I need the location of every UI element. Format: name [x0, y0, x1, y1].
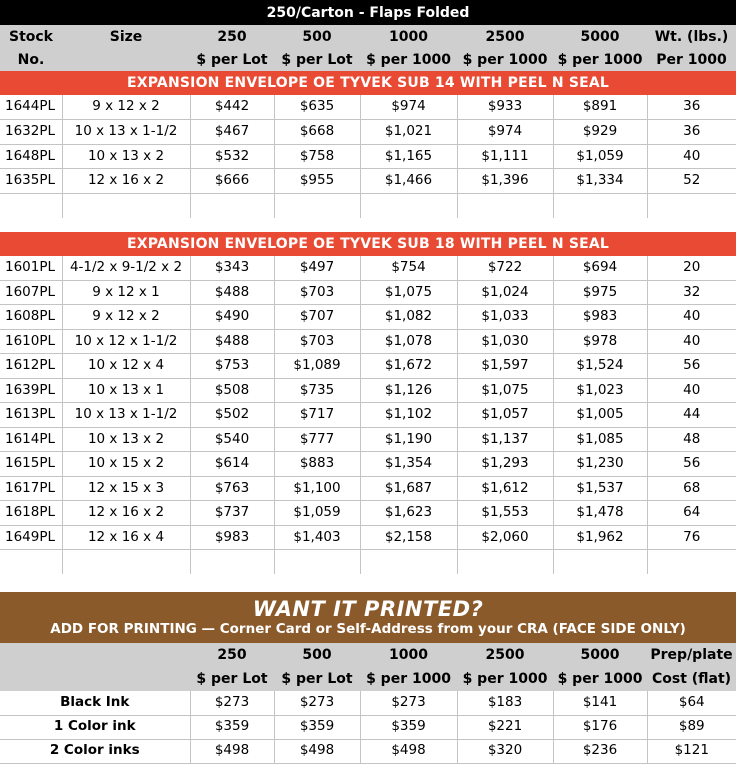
- price-cell: $758: [274, 144, 360, 169]
- price-cell: $974: [360, 95, 457, 120]
- table-row: [0, 120, 736, 145]
- price-cell: 44: [647, 403, 736, 428]
- price-cell: $614: [190, 452, 274, 477]
- column-header-cell: Stock: [0, 25, 62, 48]
- printing-price-cell: $359: [274, 715, 360, 739]
- price-cell: $1,100: [274, 476, 360, 501]
- ink-option-label: 1 Color ink: [0, 715, 190, 739]
- price-cell: $978: [553, 329, 647, 354]
- printing-subtitle-row: [0, 622, 736, 643]
- price-cell: $754: [360, 256, 457, 281]
- column-header-cell: $ per Lot: [190, 48, 274, 71]
- price-cell: $1,962: [553, 525, 647, 550]
- price-cell: $983: [190, 525, 274, 550]
- price-cell: $983: [553, 305, 647, 330]
- printing-price-cell: $498: [274, 739, 360, 763]
- price-cell: 40: [647, 378, 736, 403]
- blank-row: [0, 193, 736, 218]
- price-cell: $1,396: [457, 169, 553, 194]
- stock-number: 1608PL: [0, 305, 62, 330]
- price-cell: $2,158: [360, 525, 457, 550]
- price-cell: $2,060: [457, 525, 553, 550]
- price-cell: 40: [647, 329, 736, 354]
- table-row: [0, 403, 736, 428]
- column-header-cell: Size: [62, 25, 190, 48]
- price-cell: $1,075: [360, 280, 457, 305]
- price-cell: $1,082: [360, 305, 457, 330]
- price-cell: $1,024: [457, 280, 553, 305]
- price-cell: $488: [190, 280, 274, 305]
- blank-cell: [360, 550, 457, 575]
- printing-subtitle: ADD FOR PRINTING — Corner Card or Self-Address from your CRA (FACE SIDE ONLY): [0, 622, 736, 643]
- price-cell: 40: [647, 305, 736, 330]
- ink-option-label: 2 Color inks: [0, 739, 190, 763]
- column-header-cell: Per 1000: [647, 48, 736, 71]
- size-cell: 10 x 12 x 4: [62, 354, 190, 379]
- printing-price-cell: $359: [190, 715, 274, 739]
- price-cell: $1,137: [457, 427, 553, 452]
- price-cell: $703: [274, 329, 360, 354]
- printing-price-cell: $359: [360, 715, 457, 739]
- size-cell: 12 x 16 x 2: [62, 169, 190, 194]
- size-cell: 9 x 12 x 2: [62, 95, 190, 120]
- column-header-cell: 500: [274, 25, 360, 48]
- stock-number: 1612PL: [0, 354, 62, 379]
- price-cell: 32: [647, 280, 736, 305]
- printing-price-cell: $121: [647, 739, 736, 763]
- table-row: [0, 144, 736, 169]
- printing-header_row1: [0, 643, 736, 667]
- column-header-row1: [0, 25, 736, 48]
- price-cell: $1,612: [457, 476, 553, 501]
- price-cell: $929: [553, 120, 647, 145]
- printing-header-cell: $ per 1000: [360, 667, 457, 691]
- size-cell: 12 x 16 x 2: [62, 501, 190, 526]
- column-header-cell: $ per 1000: [360, 48, 457, 71]
- printing-header-cell: 250: [190, 643, 274, 667]
- price-cell: $497: [274, 256, 360, 281]
- printing-header-cell: 5000: [553, 643, 647, 667]
- column-header-cell: No.: [0, 48, 62, 71]
- price-cell: $1,057: [457, 403, 553, 428]
- blank-cell: [457, 550, 553, 575]
- printing-price-cell: $498: [190, 739, 274, 763]
- size-cell: 10 x 13 x 1-1/2: [62, 403, 190, 428]
- price-cell: $955: [274, 169, 360, 194]
- column-header-cell: 1000: [360, 25, 457, 48]
- section-title: EXPANSION ENVELOPE OE TYVEK SUB 18 WITH PEEL N SEAL: [0, 232, 736, 256]
- table-row: [0, 476, 736, 501]
- price-cell: $1,021: [360, 120, 457, 145]
- column-header-cell: 250: [190, 25, 274, 48]
- column-header-cell: [62, 48, 190, 71]
- price-cell: $1,023: [553, 378, 647, 403]
- blank-cell: [647, 550, 736, 575]
- size-cell: 10 x 13 x 2: [62, 427, 190, 452]
- blank-cell: [553, 550, 647, 575]
- price-cell: $1,623: [360, 501, 457, 526]
- table-row: [0, 95, 736, 120]
- price-cell: $1,059: [553, 144, 647, 169]
- price-cell: 40: [647, 144, 736, 169]
- size-cell: 9 x 12 x 1: [62, 280, 190, 305]
- blank-cell: [553, 193, 647, 218]
- stock-number: 1613PL: [0, 403, 62, 428]
- blank-cell: [274, 550, 360, 575]
- price-cell: $707: [274, 305, 360, 330]
- printing-header-cell: 500: [274, 643, 360, 667]
- price-cell: $1,478: [553, 501, 647, 526]
- size-cell: 4-1/2 x 9-1/2 x 2: [62, 256, 190, 281]
- price-cell: $722: [457, 256, 553, 281]
- ink-option-label: Black Ink: [0, 691, 190, 715]
- printing-title: WANT IT PRINTED?: [0, 592, 736, 622]
- price-cell: $1,230: [553, 452, 647, 477]
- carton-title: 250/Carton - Flaps Folded: [0, 0, 736, 25]
- size-cell: 12 x 15 x 3: [62, 476, 190, 501]
- column-header-row2: [0, 48, 736, 71]
- table-row: [0, 427, 736, 452]
- table-row: [0, 501, 736, 526]
- column-header-cell: 2500: [457, 25, 553, 48]
- printing-header-cell: $ per Lot: [190, 667, 274, 691]
- printing-header-empty: [0, 643, 190, 667]
- price-cell: $1,078: [360, 329, 457, 354]
- price-cell: $777: [274, 427, 360, 452]
- printing-header-cell: $ per 1000: [553, 667, 647, 691]
- price-cell: $1,059: [274, 501, 360, 526]
- stock-number: 1607PL: [0, 280, 62, 305]
- price-cell: $1,030: [457, 329, 553, 354]
- price-cell: $442: [190, 95, 274, 120]
- price-cell: 48: [647, 427, 736, 452]
- price-cell: $1,033: [457, 305, 553, 330]
- price-cell: $883: [274, 452, 360, 477]
- printing-price-cell: $273: [190, 691, 274, 715]
- price-cell: $1,354: [360, 452, 457, 477]
- price-cell: $974: [457, 120, 553, 145]
- printing-header_row2: [0, 667, 736, 691]
- price-cell: $343: [190, 256, 274, 281]
- printing-header-empty: [0, 667, 190, 691]
- price-cell: $1,005: [553, 403, 647, 428]
- price-cell: $1,089: [274, 354, 360, 379]
- price-cell: $1,466: [360, 169, 457, 194]
- price-cell: 20: [647, 256, 736, 281]
- printing-price-cell: $320: [457, 739, 553, 763]
- printing-price-cell: $236: [553, 739, 647, 763]
- price-cell: $717: [274, 403, 360, 428]
- price-cell: $737: [190, 501, 274, 526]
- stock-number: 1649PL: [0, 525, 62, 550]
- price-cell: $753: [190, 354, 274, 379]
- section-title-row: [0, 71, 736, 95]
- printing-header-cell: $ per Lot: [274, 667, 360, 691]
- printing-price-cell: $64: [647, 691, 736, 715]
- printing-price-cell: $89: [647, 715, 736, 739]
- section-title: EXPANSION ENVELOPE OE TYVEK SUB 14 WITH PEEL N SEAL: [0, 71, 736, 95]
- price-cell: $1,597: [457, 354, 553, 379]
- blank-cell: [0, 550, 62, 575]
- price-cell: $1,111: [457, 144, 553, 169]
- price-cell: $1,085: [553, 427, 647, 452]
- printing-price-cell: $498: [360, 739, 457, 763]
- price-cell: 76: [647, 525, 736, 550]
- stock-number: 1632PL: [0, 120, 62, 145]
- price-cell: $1,165: [360, 144, 457, 169]
- column-header-cell: $ per 1000: [457, 48, 553, 71]
- price-cell: 36: [647, 95, 736, 120]
- stock-number: 1644PL: [0, 95, 62, 120]
- price-cell: $467: [190, 120, 274, 145]
- price-cell: $1,537: [553, 476, 647, 501]
- price-cell: $1,403: [274, 525, 360, 550]
- price-cell: $666: [190, 169, 274, 194]
- price-cell: 64: [647, 501, 736, 526]
- price-cell: $508: [190, 378, 274, 403]
- table-row: [0, 305, 736, 330]
- price-cell: $502: [190, 403, 274, 428]
- size-cell: 9 x 12 x 2: [62, 305, 190, 330]
- stock-number: 1615PL: [0, 452, 62, 477]
- price-cell: 56: [647, 452, 736, 477]
- blank-cell: [360, 193, 457, 218]
- blank-cell: [62, 193, 190, 218]
- price-cell: $540: [190, 427, 274, 452]
- price-cell: 56: [647, 354, 736, 379]
- price-cell: $735: [274, 378, 360, 403]
- column-header-cell: $ per 1000: [553, 48, 647, 71]
- table-row: [0, 280, 736, 305]
- price-cell: $694: [553, 256, 647, 281]
- printing-row: [0, 691, 736, 715]
- stock-number: 1635PL: [0, 169, 62, 194]
- price-cell: 52: [647, 169, 736, 194]
- price-cell: $488: [190, 329, 274, 354]
- price-cell: 68: [647, 476, 736, 501]
- column-header-cell: Wt. (lbs.): [647, 25, 736, 48]
- price-cell: $532: [190, 144, 274, 169]
- table-row: [0, 525, 736, 550]
- printing-header-cell: $ per 1000: [457, 667, 553, 691]
- printing-price-cell: $176: [553, 715, 647, 739]
- price-cell: $1,293: [457, 452, 553, 477]
- table-row: [0, 169, 736, 194]
- price-cell: $668: [274, 120, 360, 145]
- printing-header-cell: 2500: [457, 643, 553, 667]
- price-cell: $1,102: [360, 403, 457, 428]
- section-title-row: [0, 232, 736, 256]
- price-cell: $1,687: [360, 476, 457, 501]
- blank-cell: [274, 193, 360, 218]
- blank-cell: [190, 550, 274, 575]
- price-cell: $763: [190, 476, 274, 501]
- printing-row: [0, 715, 736, 739]
- blank-cell: [647, 193, 736, 218]
- stock-number: 1610PL: [0, 329, 62, 354]
- printing-title-row: [0, 592, 736, 622]
- price-cell: $891: [553, 95, 647, 120]
- size-cell: 10 x 12 x 1-1/2: [62, 329, 190, 354]
- printing-price-cell: $221: [457, 715, 553, 739]
- price-cell: $1,672: [360, 354, 457, 379]
- column-header-cell: 5000: [553, 25, 647, 48]
- stock-number: 1639PL: [0, 378, 62, 403]
- size-cell: 12 x 16 x 4: [62, 525, 190, 550]
- price-cell: $1,524: [553, 354, 647, 379]
- size-cell: 10 x 15 x 2: [62, 452, 190, 477]
- blank-cell: [457, 193, 553, 218]
- price-cell: $1,334: [553, 169, 647, 194]
- section-spacer: [0, 218, 736, 232]
- printing-price-cell: $141: [553, 691, 647, 715]
- printing-header-cell: Cost (flat): [647, 667, 736, 691]
- price-cell: $1,075: [457, 378, 553, 403]
- printing-header-cell: 1000: [360, 643, 457, 667]
- table-row: [0, 354, 736, 379]
- spacer-cell: [0, 574, 736, 592]
- printing-header-cell: Prep/plate: [647, 643, 736, 667]
- printing-price-cell: $183: [457, 691, 553, 715]
- size-cell: 10 x 13 x 2: [62, 144, 190, 169]
- blank-cell: [0, 193, 62, 218]
- size-cell: 10 x 13 x 1-1/2: [62, 120, 190, 145]
- price-cell: $1,126: [360, 378, 457, 403]
- price-cell: $490: [190, 305, 274, 330]
- stock-number: 1601PL: [0, 256, 62, 281]
- blank-row: [0, 550, 736, 575]
- stock-number: 1618PL: [0, 501, 62, 526]
- price-cell: $975: [553, 280, 647, 305]
- stock-number: 1614PL: [0, 427, 62, 452]
- spacer-cell: [0, 218, 736, 232]
- printing-price-cell: $273: [360, 691, 457, 715]
- table-row: [0, 378, 736, 403]
- size-cell: 10 x 13 x 1: [62, 378, 190, 403]
- section-spacer: [0, 574, 736, 592]
- table-row: [0, 329, 736, 354]
- price-cell: $703: [274, 280, 360, 305]
- printing-row: [0, 739, 736, 763]
- table-row: [0, 256, 736, 281]
- price-cell: $933: [457, 95, 553, 120]
- stock-number: 1617PL: [0, 476, 62, 501]
- price-cell: $1,553: [457, 501, 553, 526]
- price-cell: 36: [647, 120, 736, 145]
- price-cell: $635: [274, 95, 360, 120]
- blank-cell: [62, 550, 190, 575]
- stock-number: 1648PL: [0, 144, 62, 169]
- table-row: [0, 452, 736, 477]
- price-cell: $1,190: [360, 427, 457, 452]
- blank-cell: [190, 193, 274, 218]
- column-header-cell: $ per Lot: [274, 48, 360, 71]
- printing-price-cell: $273: [274, 691, 360, 715]
